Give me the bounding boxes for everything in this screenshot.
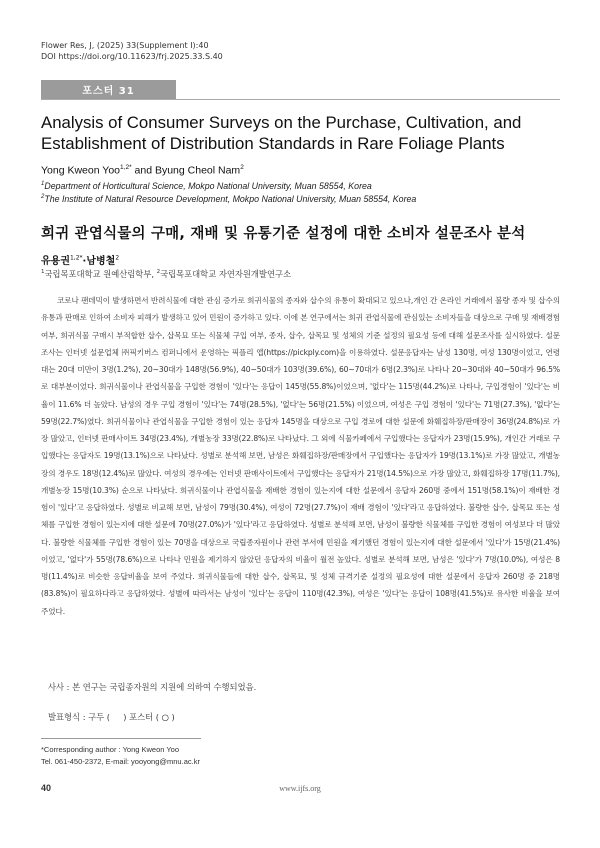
korean-affiliations [41, 268, 291, 280]
english-authors [41, 164, 244, 177]
page-number: 40 [41, 783, 52, 793]
ko-author-2-sup: 2 [115, 254, 120, 262]
ko-aff-1-sup: 1 [41, 269, 45, 276]
author-connector: and [131, 164, 155, 177]
footnote-rule [41, 738, 201, 739]
affiliation-2-sup: 2 [41, 194, 45, 201]
english-title: Analysis of Consumer Surveys on the Purchase, Cultivation, and Establishment of Distribution Standards in Rare Foliage Plants [41, 113, 522, 153]
author-1: Yong Kweon Yoo [41, 164, 121, 177]
acknowledgement: 사사 : 본 연구는 국립종자원의 지원에 의하여 수행되었음. [48, 682, 257, 692]
ko-aff-1: 국립목포대학교 원예산림학부, [44, 269, 157, 279]
affiliation-1-sup: 1 [41, 181, 45, 188]
journal-header [41, 40, 223, 62]
footnote [41, 744, 200, 768]
ko-aff-2-sup: 2 [156, 269, 161, 276]
author-2: Byung Cheol Nam [154, 164, 241, 177]
journal-website: www.ijfs.org [279, 784, 321, 793]
korean-title: 희귀 관엽식물의 구매, 재배 및 유통기준 설정에 대한 소비자 설문조사 분석 [41, 226, 526, 242]
affiliation-1 [41, 181, 372, 191]
corresponding-author: *Corresponding author : Yong Kweon Yoo [41, 745, 180, 754]
banner-rule [41, 99, 560, 100]
poster-banner: 포스터 31 [41, 80, 176, 99]
korean-authors [41, 252, 119, 267]
contact-info: Tel. 061-450-2372, E-mail: yooyong@mnu.ac.kr [41, 757, 200, 766]
ko-author-2: 남병철 [86, 256, 116, 267]
affiliation-2-text: The Institute of Natural Resource Development, Mokpo National University, Muan 58554, Korea [44, 194, 417, 204]
ko-aff-2: 국립목포대학교 자연자원개발연구소 [160, 269, 291, 279]
ko-author-sep: · [82, 256, 87, 267]
abstract-body: 코로나 팬데믹이 발생하면서 반려식물에 대한 관심 증가로 희귀식물의 종자와 삽수의 유통이 확대되고 있으나,개인 간 온라인 거래에서 불량 종자 및 삽수의 유통과 판매로 인하여 소비자 피해가 발생하고 있어 민원이 증가하고 있다. 이에 본 연구에서는 희귀 관엽식물에 관심있는 소비자들을 대상으로 구매 및 재배경험 여부, 희귀식물 구매시 부적합한 삽수, 삽목묘 또는 식물체 구입 여부, 종자, 삽수, 삽목묘 및 성체의 기준 설정의 필요성 등에 대해 설문조사를 실시하였다. 설문조사는 인터넷 설문업체 ㈜픽키버스 컴퍼니에서 운영하는 픽플리 앱(https://pickply.com)을 이용하였다. 설문응답자는 남성 130명, 여성 130명이었고, 연령대는 20대 미만이 3명(1.2%), 20~30대가 148명(56.9%), 40~50대가 103명(39.6%), 60~70대가 6명(2.3%)로 나타나 20~30대와 40~50대가 96.5%로 대부분이었다. 희귀식물이나 관엽식물을 구입한 경험이 '있다'는 응답이 145명(55.8%)이었으며, '없다'는 115명(44.2%)로 나타나, 구입경험이 '있다'는 비율이 11.6% 더 높았다. 남성의 경우 구입 경험이 '있다'는 74명(28.5%), '없다'는 56명(21.5%) 이었으며, 여성은 구입 경험이 '있다'는 71명(27.3%), '없다'는 59명(22.7%)였다. 희귀식물이나 관엽식물을 구입한 경험이 있는 응답자 145명을 대상으로 구입 경로에 대한 설문에 화훼집하장/판매장이 36명(24.8%)로 가장 많았고, 인터넷 판매사이트 34명(23.4%), 개별농장 33명(22.8%)로 나타났다. 그 외에 식물카페에서 구입했다는 응답자가 23명(15.9%), 개인간 거래로 구입했다는 응답자도 19명(13.1%)으로 나타났다. 성별로 분석해 보면, 남성은 화훼집하장/판매장에서 구입했다는 응답자가 19명(13.1%)로 가장 많았고, 개별농장의 경우도 18명(12.4%)로 많았다. 여성의 경우에는 인터넷 판매사이트에서 구입했다는 응답자가 21명(14.5%)으로 가장 많았고, 화훼집하장 17명(11.7%), 개별농장 15명(10.3%) 순으로 나타났다. 희귀식물이나 관엽식물을 재배한 경험이 있는지에 대한 설문에서 응답자 260명 중에서 151명(58.1%)이 재배한 경험이 '있다'고 응답하였다. 성별로 비교해 보면, 남성이 79명(30.4%), 여성이 72명(27.7%)이 재배 경험이 '있다'라고 응답하였다. 불량한 삽수, 삽목묘 또는 성체를 구입한 경험이 있는지에 대한 설문에 70명(27.0%)가 '있다'라고 응답하였다. 성별로 분석해 보면, 남성이 불량한 식물체를 구입한 경험이 여성보다 더 많았다. 불량한 식물체를 구입한 경험이 있는 70명을 대상으로 국립종자원이나 관련 부서에 민원을 제기했던 경험이 있는지에 대한 설문에서 '있다'가 15명(21.4%)이었고, '없다'가 55명(78.6%)으로 나타나 민원을 제기하지 않았던 응답자의 비율이 월전 높았다. 성별로 분석해 보면, 남성은 '있다'가 7명(10.0%), 여성은 8명(11.4%)로 비슷한 응답비율을 보여 주었다. 희귀식물들에 대한 삽수, 삽목묘, 및 성체 규격기준 설정의 필요성에 대한 설문에서 응답자 260명 중 218명(83.8%)이 필요하다라고 응답하였다. 성별에 따라서는 남성이 '있다'는 응답이 110명(42.3%), 여성은 '있다'는 응답이 108명(41.5%)로 유사한 비율을 보여 주었다. [41, 296, 560, 616]
ko-author-1: 유용권 [41, 256, 70, 267]
author-2-sup: 2 [240, 164, 244, 171]
affiliation-1-text: Department of Horticultural Science, Mokpo National University, Muan 58554, Korea [44, 181, 372, 191]
presentation-format: 발표형식 : 구두 ( ) 포스터 ( ○ ) [48, 712, 175, 722]
affiliation-2 [41, 194, 416, 204]
author-1-sup: 1,2* [120, 164, 132, 171]
doi: DOI https://doi.org/10.11623/frj.2025.33.S.40 [41, 52, 223, 61]
ko-author-1-sup: 1,2* [69, 254, 83, 262]
journal-citation: Flower Res, J, (2025) 33(Supplement I):40 [41, 41, 209, 50]
